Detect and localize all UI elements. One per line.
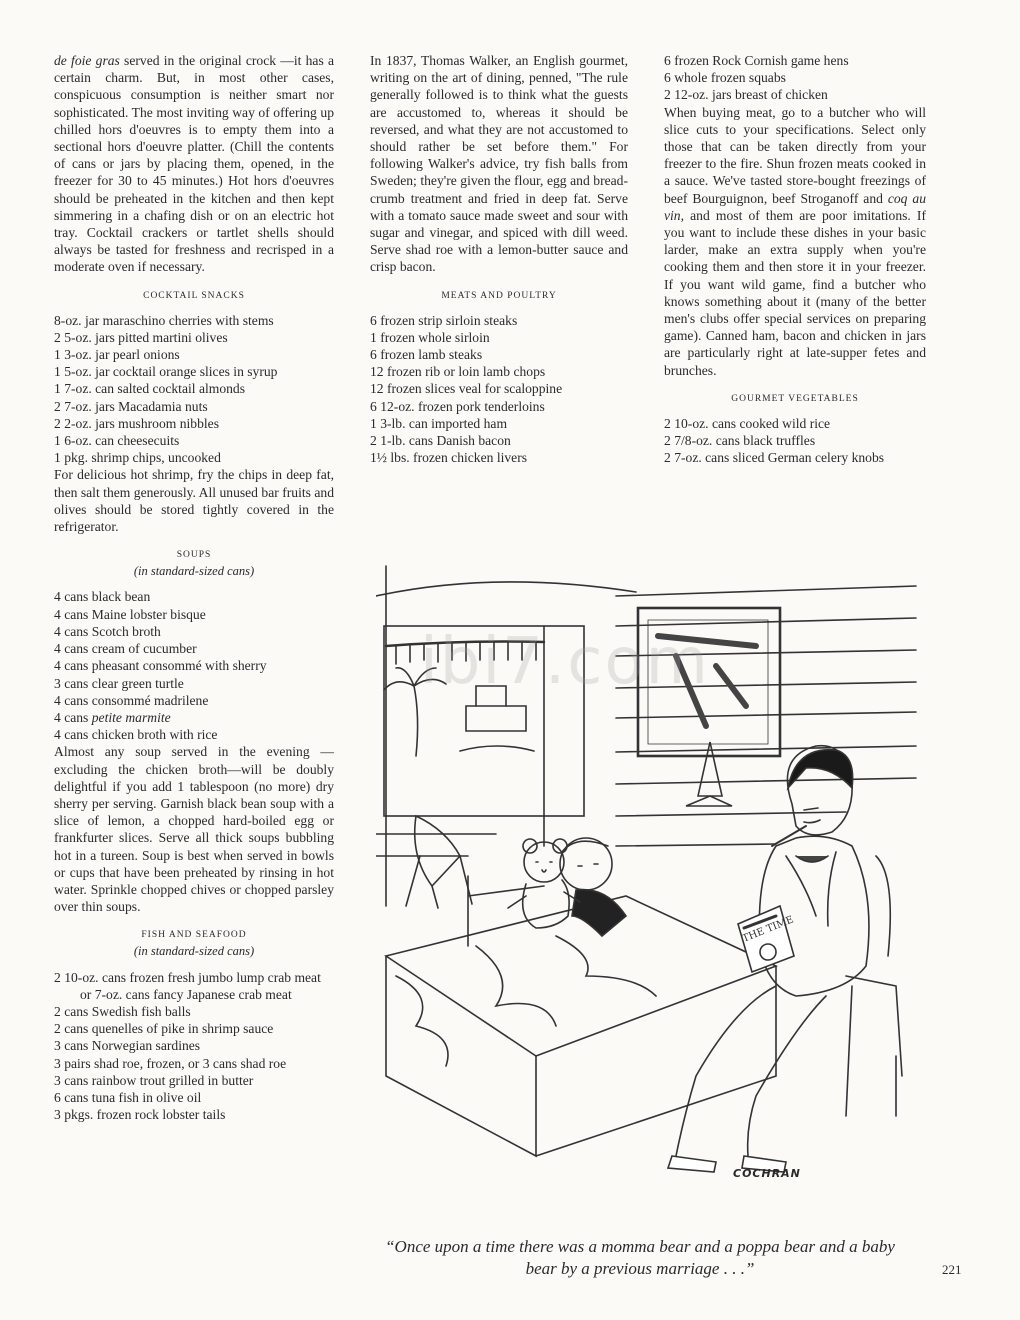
cocktail-list (54, 312, 334, 467)
intro-text: served in the original crock —it has a certain charm. But, in most other cases, conspicuous consumption is neither smart nor sophisticated. The most inviting way of offering up chilled hors d'oeuvres is to empty them into a sectional hors d'oeuvre platter. (Chill the contents of cans or jars by placing them, opened, in the freezer for 30 to 45 minutes.) Hot hors d'oeuvres should be preheated in the kitchen and then kept simmering in a chafing dish or on an electric hot tray. Cocktail crackers or tartlet shells should always be tasted for freshness and recrisped in a moderate oven if necessary. (54, 53, 334, 275)
list-item: 4 cans Maine lobster bisque (54, 606, 206, 622)
list-item: 3 cans Norwegian sardines (54, 1038, 201, 1054)
list-item: 6 cans tuna fish in olive oil (54, 1089, 202, 1105)
soups-subheading: (in standard-sized cans) (133, 564, 255, 579)
list-item: 1 6-oz. can cheesecuits (54, 433, 180, 449)
list-item: 2 7-oz. cans sliced German celery knobs (664, 450, 885, 466)
list-item: 6 12-oz. frozen pork tenderloins (370, 398, 545, 414)
meats-continued-list (664, 52, 926, 104)
fish-subheading: (in standard-sized cans) (133, 944, 255, 959)
soups-paragraph: Almost any soup served in the evening —excluding the chicken broth—will be doubly delightful if you add 1 tablespoon (no more) dry sherry per serving. Garnish black bean soup with a slice of lemon, a chopped hard-boiled egg or frankfurter slices. Serve all thick soups bubbling hot in a tureen. Soup is best when served in bowls or cups that have been preheated by rinsing in hot water. Sprinkle chopped chives or chopped parsley over thin soups. (54, 744, 334, 915)
list-item: 12 frozen rib or loin lamb chops (370, 364, 546, 380)
list-item: 4 cans chicken broth with rice (54, 727, 218, 743)
intro-paragraph (54, 52, 334, 276)
list-item: 6 whole frozen squabs (664, 70, 786, 86)
list-item: 2 cans Swedish fish balls (54, 1003, 191, 1019)
buying-italic: coq au vin, (664, 190, 926, 223)
list-item: 2 10-oz. cans frozen fresh jumbo lump crab meat or 7-oz. cans fancy Japanese crab meat (54, 969, 321, 1002)
list-item: 4 cans Scotch broth (54, 623, 161, 639)
cocktail-paragraph: For delicious hot shrimp, fry the chips in deep fat, then salt them generously. All unused bar fruits and olives should be stored tightly covered in the refrigerator. (54, 467, 334, 535)
petite-prefix: 4 cans (54, 709, 92, 725)
list-item: 2 2-oz. jars mushroom nibbles (54, 415, 219, 431)
page-number: 221 (942, 1262, 962, 1277)
list-item: 2 cans quenelles of pike in shrimp sauce (54, 1021, 274, 1037)
artist-signature: COCHRAN (733, 1167, 801, 1180)
fish-list (54, 969, 334, 1124)
vegetables-list (664, 415, 926, 467)
buying-text-b: and most of them are poor imitations. If you want to include these dishes in your basic larder, make an extra supply when you're cooking them and then store it in your freezer. If you want wild game, find a butcher who knows something about it (many of the better men's clubs offer special services on preparing game). Canned ham, bacon and chicken in jars are particularly right at late-supper fetes and brunches. (664, 207, 926, 378)
list-item: 3 pkgs. frozen rock lobster tails (54, 1107, 226, 1123)
list-item: 3 pairs shad roe, frozen, or 3 cans shad roe (54, 1055, 287, 1071)
cartoon-caption: “Once upon a time there was a momma bear and a poppa bear and a baby bear by a previous marriage . . .” (385, 1237, 895, 1278)
list-item: 1 3-lb. can imported ham (370, 415, 508, 431)
list-item: 12 frozen slices veal for scaloppine (370, 381, 563, 397)
list-item: 2 1-lb. cans Danish bacon (370, 433, 511, 449)
list-item: 1 7-oz. can salted cocktail almonds (54, 381, 246, 397)
list-item: 1½ lbs. frozen chicken livers (370, 450, 528, 466)
meats-heading: MEATS AND POULTRY (441, 290, 557, 301)
list-item: 1 pkg. shrimp chips, uncooked (54, 450, 221, 466)
list-item: 4 cans pheasant consommé with sherry (54, 658, 267, 674)
list-item: 6 frozen lamb steaks (370, 347, 483, 363)
column-right (664, 52, 926, 466)
buying-text-a: When buying meat, go to a butcher who will slice cuts to your specifications. Select only those that can be taken directly from your freezer to the fire. Shun frozen meats cooked in a sauce. We've tasted store-bought freezings of beef Bourguignon, beef Stroganoff and (664, 104, 926, 206)
list-item: 2 10-oz. cans cooked wild rice (664, 415, 831, 431)
petite-italic: petite marmite (91, 709, 171, 725)
list-item: 8-oz. jar maraschino cherries with stems (54, 312, 274, 328)
meats-list (370, 312, 628, 467)
column-left (54, 52, 334, 1123)
list-item: 3 cans clear green turtle (54, 675, 184, 691)
list-item: 6 frozen strip sirloin steaks (370, 312, 518, 328)
list-item: 1 5-oz. jar cocktail orange slices in syrup (54, 364, 278, 380)
list-item: 2 7-oz. jars Macadamia nuts (54, 398, 208, 414)
list-item: 3 cans rainbow trout grilled in butter (54, 1072, 254, 1088)
walker-paragraph: In 1837, Thomas Walker, an English gourmet, writing on the art of dining, penned, "The rule generally followed is to think what the guests are accustomed to, whereas it should be reversed, and what they are not accustomed to should rather be set before them." For following Walker's advice, try fish balls from Sweden; they're given the flour, egg and bread-crumb treatment and fried in deep fat. Serve with a tomato sauce made sweet and sour with sugar and vinegar, and spiced with dill weed. Serve shad roe with a lemon-butter sauce and crisp bacon. (370, 53, 628, 275)
list-item: 4 cans cream of cucumber (54, 641, 197, 657)
soups-heading: SOUPS (176, 550, 212, 561)
list-item: 1 frozen whole sirloin (370, 329, 490, 345)
buying-paragraph (664, 104, 926, 379)
fish-heading: FISH AND SEAFOOD (141, 930, 247, 941)
list-item: 2 12-oz. jars breast of chicken (664, 87, 828, 103)
list-item: 4 cans consommé madrilene (54, 692, 209, 708)
list-item (54, 709, 334, 726)
list-item: 1 3-oz. jar pearl onions (54, 347, 180, 363)
list-item: 4 cans black bean (54, 589, 151, 605)
cocktail-heading: COCKTAIL SNACKS (143, 290, 245, 301)
column-middle (370, 52, 628, 466)
intro-italic: de foie gras (54, 53, 120, 68)
watermark: ibi7.com (420, 625, 710, 699)
list-item: 6 frozen Rock Cornish game hens (664, 53, 849, 68)
vegetables-heading: GOURMET VEGETABLES (731, 393, 859, 404)
list-item: 2 5-oz. jars pitted martini olives (54, 329, 228, 345)
cartoon-book-title: THE TIME (741, 914, 796, 945)
list-item: 2 7/8-oz. cans black truffles (664, 433, 816, 449)
soups-list (54, 588, 334, 743)
